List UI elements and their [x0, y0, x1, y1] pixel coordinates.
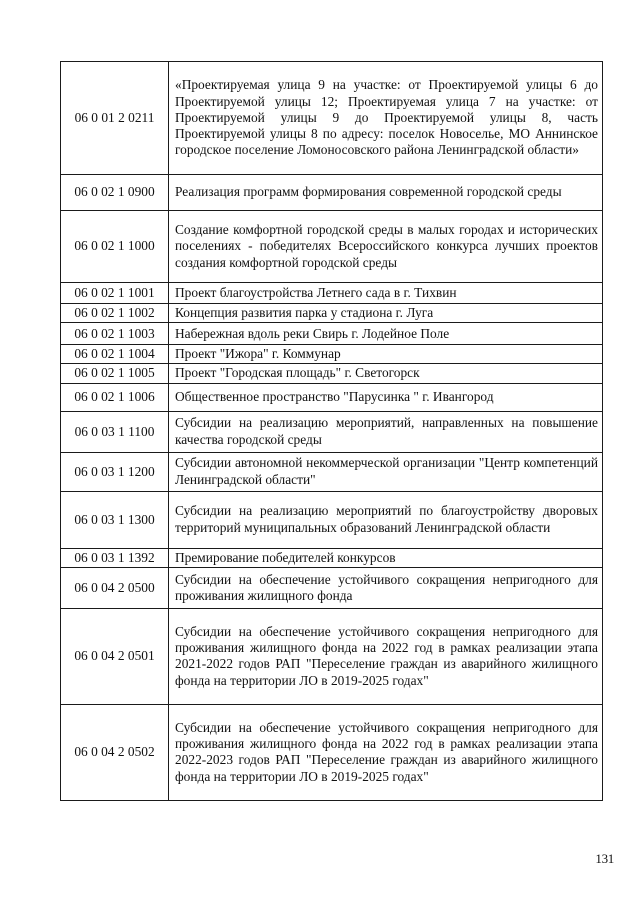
- item-name-cell: Субсидии на реализацию мероприятий, направленных на повышение качества городской среды: [169, 411, 603, 452]
- item-name-cell: Реализация программ формирования современной городской среды: [169, 175, 603, 211]
- table-row: [61, 211, 603, 283]
- table-row: [61, 283, 603, 304]
- page-number: 131: [595, 851, 614, 866]
- budget-code-cell: 06 0 02 1 1003: [61, 323, 169, 345]
- budget-code-cell: 06 0 02 1 1000: [61, 211, 169, 283]
- budget-code-cell: 06 0 03 1 1392: [61, 548, 169, 567]
- item-name-cell: «Проектируемая улица 9 на участке: от Проектируемой улицы 6 до Проектируемой улицы 12; Проектируемая улица 7 на участке: от Проектируемой улицы 9 до Проектируемой улицы 8, часть Проектируемой улицы 8 по адресу: поселок Новоселье, МО Аннинское городское поселение Ломоносовского района Ленинградской области»: [169, 62, 603, 175]
- item-name-cell: Субсидии на обеспечение устойчивого сокращения непригодного для проживания жилищного фонда на 2022 год в рамках реализации этапа 2022-2023 годов РАП "Переселение граждан из аварийного жилищного фонда на территории ЛО в 2019-2025 годах": [169, 704, 603, 800]
- budget-code-cell: 06 0 02 1 1001: [61, 283, 169, 304]
- table-row: [61, 567, 603, 608]
- table-row: [61, 452, 603, 491]
- item-name-cell: Общественное пространство "Парусинка " г. Ивангород: [169, 383, 603, 411]
- budget-code-cell: 06 0 01 2 0211: [61, 62, 169, 175]
- table-row: [61, 345, 603, 364]
- table-row: [61, 304, 603, 323]
- budget-code-cell: 06 0 03 1 1100: [61, 411, 169, 452]
- table-row: [61, 491, 603, 548]
- item-name-cell: Набережная вдоль реки Свирь г. Лодейное Поле: [169, 323, 603, 345]
- table-row: [61, 704, 603, 800]
- budget-code-cell: 06 0 02 1 1005: [61, 364, 169, 383]
- item-name-cell: Проект благоустройства Летнего сада в г. Тихвин: [169, 283, 603, 304]
- table-row: [61, 364, 603, 383]
- item-name-cell: Проект "Ижора" г. Коммунар: [169, 345, 603, 364]
- budget-code-cell: 06 0 04 2 0501: [61, 608, 169, 704]
- budget-code-cell: 06 0 04 2 0500: [61, 567, 169, 608]
- item-name-cell: Концепция развития парка у стадиона г. Луга: [169, 304, 603, 323]
- budget-code-cell: 06 0 03 1 1300: [61, 491, 169, 548]
- budget-code-table: [60, 61, 603, 801]
- table-row: [61, 175, 603, 211]
- budget-code-cell: 06 0 02 1 0900: [61, 175, 169, 211]
- table-row: [61, 411, 603, 452]
- budget-code-cell: 06 0 02 1 1002: [61, 304, 169, 323]
- table-row: [61, 383, 603, 411]
- budget-code-cell: 06 0 04 2 0502: [61, 704, 169, 800]
- item-name-cell: Субсидии на обеспечение устойчивого сокращения непригодного для проживания жилищного фонда на 2022 год в рамках реализации этапа 2021-2022 годов РАП "Переселение граждан из аварийного жилищного фонда на территории ЛО в 2019-2025 годах": [169, 608, 603, 704]
- item-name-cell: Создание комфортной городской среды в малых городах и исторических поселениях - победителях Всероссийского конкурса лучших проектов создания комфортной городской среды: [169, 211, 603, 283]
- table-row: [61, 323, 603, 345]
- budget-code-cell: 06 0 02 1 1004: [61, 345, 169, 364]
- item-name-cell: Субсидии на реализацию мероприятий по благоустройству дворовых территорий муниципальных образований Ленинградской области: [169, 491, 603, 548]
- table-row: [61, 548, 603, 567]
- item-name-cell: Субсидии автономной некоммерческой организации "Центр компетенций Ленинградской области": [169, 452, 603, 491]
- budget-code-cell: 06 0 03 1 1200: [61, 452, 169, 491]
- item-name-cell: Субсидии на обеспечение устойчивого сокращения непригодного для проживания жилищного фонда: [169, 567, 603, 608]
- table-row: [61, 608, 603, 704]
- item-name-cell: Премирование победителей конкурсов: [169, 548, 603, 567]
- budget-code-cell: 06 0 02 1 1006: [61, 383, 169, 411]
- table-row: [61, 62, 603, 175]
- item-name-cell: Проект "Городская площадь" г. Светогорск: [169, 364, 603, 383]
